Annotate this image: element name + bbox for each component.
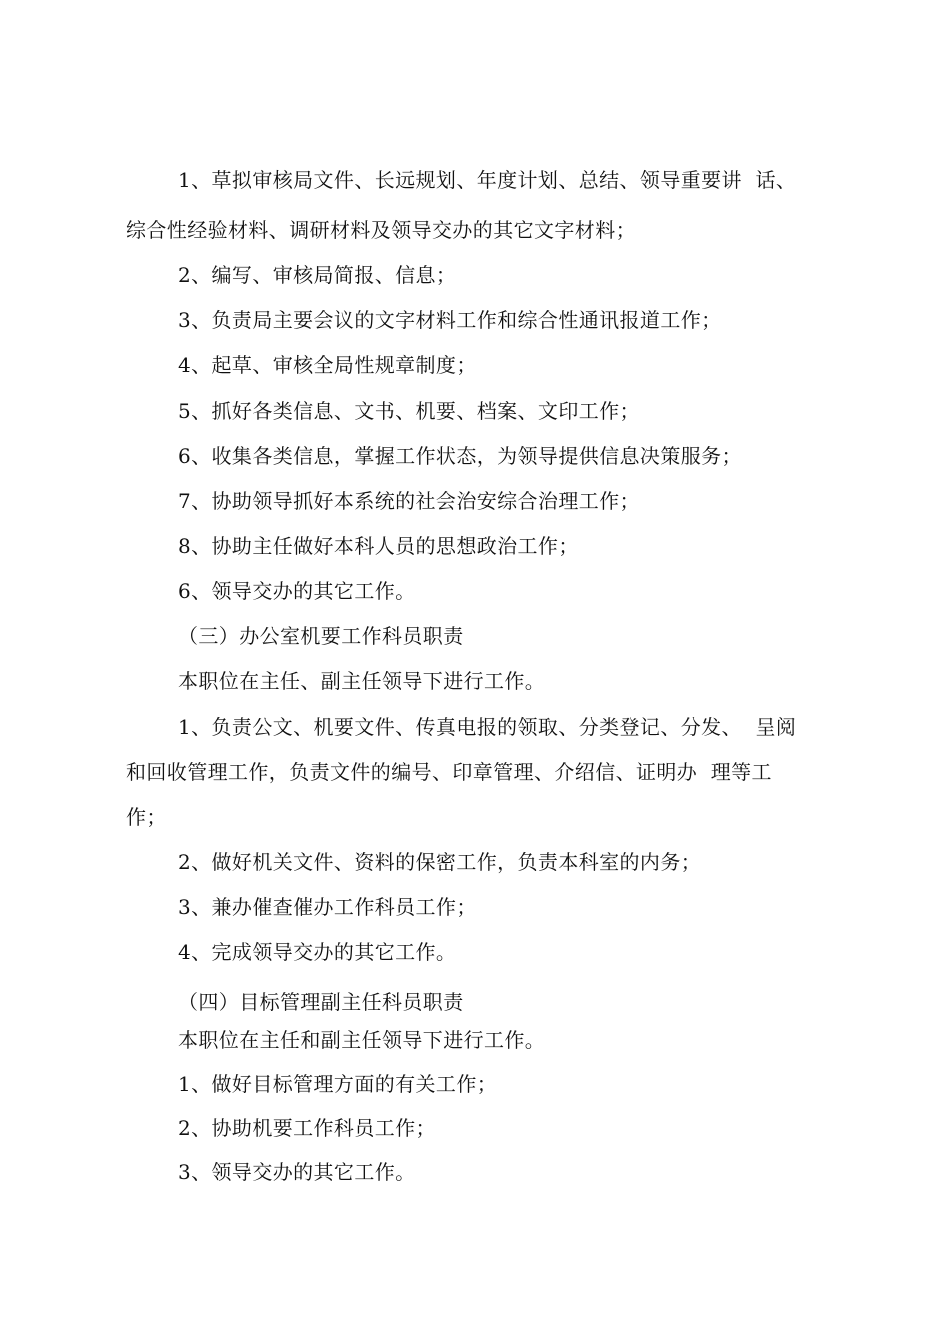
paragraph-line: 5、抓好各类信息、文书、机要、档案、文印工作； (178, 399, 640, 423)
paragraph-line: 2、做好机关文件、资料的保密工作，负责本科室的内务； (178, 850, 702, 874)
paragraph-line: 2、协助机要工作科员工作； (178, 1116, 436, 1140)
paragraph-line: 6、领导交办的其它工作。 (178, 579, 416, 603)
paragraph-line: 作； (126, 805, 167, 829)
paragraph-line: 本职位在主任和副主任领导下进行工作。 (178, 1028, 546, 1052)
paragraph-line: 3、负责局主要会议的文字材料工作和综合性通讯报道工作； (178, 308, 722, 332)
paragraph-line: 1、草拟审核局文件、长远规划、年度计划、总结、领导重要讲 话、 (178, 168, 797, 192)
paragraph-line: 和回收管理工作，负责文件的编号、印章管理、介绍信、证明办 理等工 (126, 760, 772, 784)
paragraph-line: 4、完成领导交办的其它工作。 (178, 940, 457, 964)
paragraph-line: 综合性经验材料、调研材料及领导交办的其它文字材料； (126, 218, 636, 242)
paragraph-line: 2、编写、审核局简报、信息； (178, 263, 457, 287)
section-heading: （四）目标管理副主任科员职责 (178, 990, 464, 1014)
paragraph-line: 1、负责公文、机要文件、传真电报的领取、分类登记、分发、 呈阅 (178, 715, 797, 739)
paragraph-line: 1、做好目标管理方面的有关工作； (178, 1072, 498, 1096)
paragraph-line: 4、起草、审核全局性规章制度； (178, 353, 477, 377)
paragraph-line: 7、协助领导抓好本系统的社会治安综合治理工作； (178, 489, 640, 513)
paragraph-line: 8、协助主任做好本科人员的思想政治工作； (178, 534, 579, 558)
paragraph-line: 3、兼办催查催办工作科员工作； (178, 895, 477, 919)
paragraph-line: 6、收集各类信息，掌握工作状态，为领导提供信息决策服务； (178, 444, 742, 468)
section-heading: （三）办公室机要工作科员职责 (178, 624, 464, 648)
paragraph-line: 3、领导交办的其它工作。 (178, 1160, 416, 1184)
paragraph-line: 本职位在主任、副主任领导下进行工作。 (178, 669, 546, 693)
